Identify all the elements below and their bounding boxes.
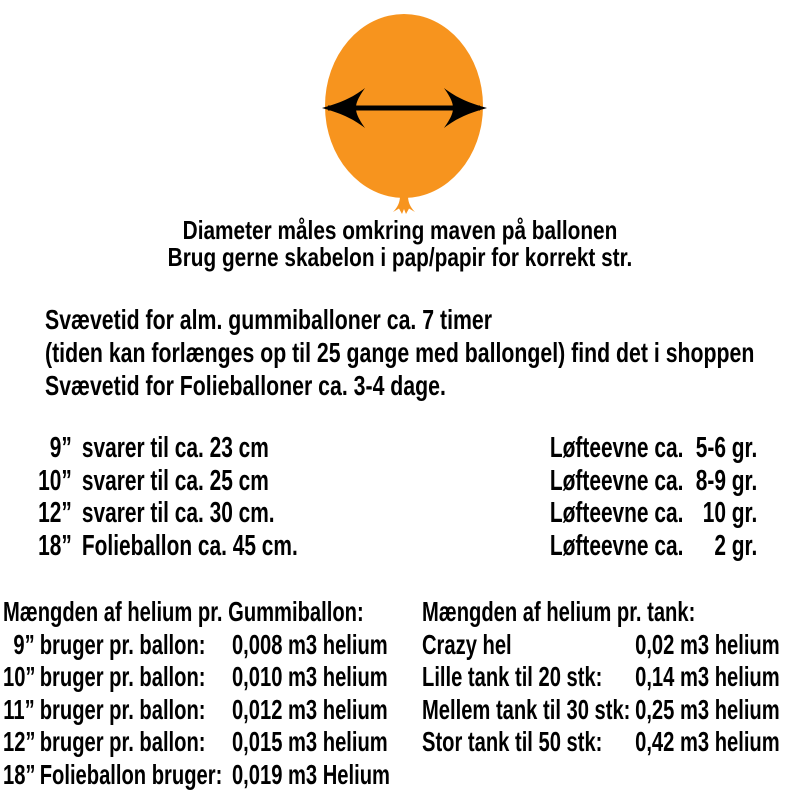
- balloon-size: 9”: [13, 628, 35, 660]
- usage-label: bruger pr. ballon:: [39, 693, 206, 725]
- helium-per-tank-table: [422, 596, 800, 759]
- balloon-svg: [290, 0, 510, 220]
- balloon-size: 18”: [3, 758, 36, 790]
- size-equivalent: svarer til ca. 30 cm.: [81, 497, 275, 530]
- tank-label: Mellem tank til 30 stk:: [422, 693, 631, 725]
- lift-label: Løfteevne ca.: [549, 529, 684, 562]
- usage-label: bruger pr. ballon:: [39, 628, 206, 660]
- float-info-line-1: Svævetid for alm. gummiballoner ca. 7 timer: [45, 304, 493, 335]
- lift-value: 2 gr.: [714, 529, 758, 562]
- helium-amount: 0,012 m3 helium: [231, 693, 388, 725]
- helium-amount: 0,02 m3 helium: [635, 628, 780, 660]
- helium-tank-title: Mængden af helium pr. tank:: [422, 596, 696, 627]
- balloon-image: [290, 0, 510, 220]
- helium-amount: 0,42 m3 helium: [635, 726, 780, 758]
- size-equivalent: svarer til ca. 23 cm: [81, 432, 269, 464]
- table-row: [38, 530, 758, 563]
- float-info-line-2: (tiden kan forlænges op til 25 gange med ballongel) find det i shoppen: [45, 337, 755, 368]
- tank-label: Crazy hel: [422, 628, 512, 660]
- table-row: [422, 661, 800, 694]
- size-inches: 12”: [38, 497, 72, 530]
- float-time-info: [45, 303, 800, 402]
- tank-label: Lille tank til 20 stk:: [422, 661, 603, 693]
- lift-cell: [550, 432, 757, 465]
- usage-label: Folieballon bruger:: [39, 758, 223, 790]
- table-row: [422, 726, 800, 759]
- table-row: [422, 694, 800, 727]
- helium-amount: 0,008 m3 helium: [231, 628, 388, 660]
- caption-line-2: Brug gerne skabelon i pap/papir for korrekt str.: [167, 242, 633, 272]
- helium-balloon-title: Mængden af helium pr. Gummiballon:: [3, 596, 364, 627]
- size-inches: 10”: [38, 464, 72, 497]
- caption-line-1: Diameter måles omkring maven på ballonen: [182, 215, 618, 245]
- table-row: [3, 629, 435, 662]
- diameter-caption: [80, 217, 720, 271]
- helium-amount: 0,14 m3 helium: [635, 661, 780, 693]
- size-lift-table: [38, 432, 758, 562]
- table-row: [3, 661, 435, 694]
- size-equivalent: svarer til ca. 25 cm: [81, 464, 269, 497]
- balloon-size: 11”: [3, 693, 35, 725]
- lift-cell: [550, 497, 757, 530]
- helium-amount: 0,015 m3 helium: [231, 726, 388, 758]
- usage-label: bruger pr. ballon:: [39, 661, 206, 693]
- table-row: [38, 432, 758, 465]
- table-row: [3, 694, 435, 727]
- lift-value: 5-6 gr.: [695, 432, 758, 464]
- helium-amount: 0,010 m3 helium: [231, 661, 388, 693]
- table-row: [38, 465, 758, 498]
- table-row: [38, 497, 758, 530]
- lift-cell: [550, 465, 757, 498]
- float-info-line-3: Svævetid for Folieballoner ca. 3-4 dage.: [45, 370, 446, 401]
- lift-label: Løfteevne ca.: [549, 432, 684, 464]
- table-row: [3, 759, 435, 792]
- balloon-size: 12”: [3, 726, 36, 758]
- size-inches: 18”: [38, 529, 72, 562]
- size-inches: 9”: [49, 432, 72, 464]
- table-row: [422, 629, 800, 662]
- tank-label: Stor tank til 50 stk:: [422, 726, 603, 758]
- helium-amount: 0,019 m3 Helium: [231, 758, 390, 790]
- helium-per-balloon-table: [3, 596, 435, 792]
- lift-label: Løfteevne ca.: [549, 464, 684, 497]
- helium-amount: 0,25 m3 helium: [635, 693, 780, 725]
- balloon-size: 10”: [3, 661, 36, 693]
- lift-cell: [550, 530, 757, 563]
- lift-label: Løfteevne ca.: [549, 497, 684, 530]
- usage-label: bruger pr. ballon:: [39, 726, 206, 758]
- size-equivalent: Folieballon ca. 45 cm.: [81, 529, 298, 562]
- lift-value: 8-9 gr.: [695, 464, 758, 497]
- lift-value: 10 gr.: [702, 497, 758, 530]
- balloon-knot: [393, 196, 415, 214]
- table-row: [3, 726, 435, 759]
